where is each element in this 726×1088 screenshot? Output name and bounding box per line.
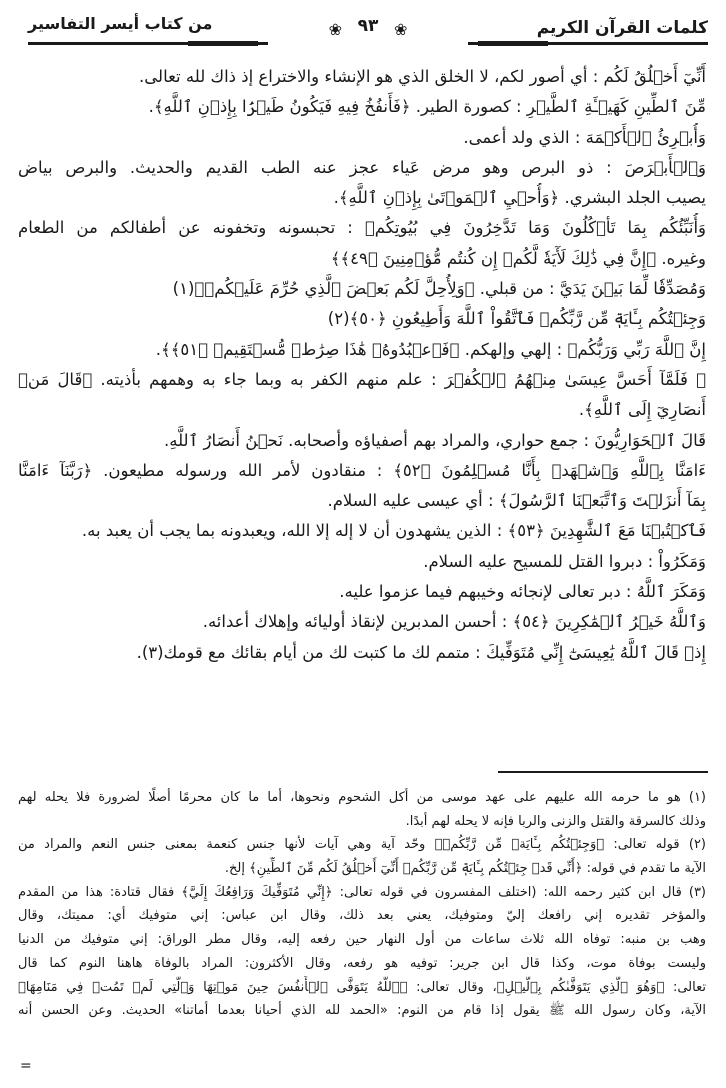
text-line: وَأُنَبِّئُكُم بِمَا تَأۡكُلُونَ وَمَا تَدَّخِرُونَ فِي بُيُوتِكُمۡ : تحبسونه وتخفونه عن أطفالكم من الطعام <box>18 218 706 238</box>
book-title: من كتاب أيسر التفاسير <box>28 14 213 33</box>
text-line: بِمَآ أَنزَلۡتَ وَٱتَّبَعۡنَا ٱلرَّسُولَ﴾ : أي عيسى عليه السلام. <box>327 491 706 511</box>
text-line: وَمُصَدِّقٗا لِّمَا بَيۡنَ يَدَيَّ : من قبلي. ﴿وَلِأُحِلَّ لَكُم بَعۡضَ ٱلَّذِي حُرِّمَ عَلَيۡكُمۡ﴾(١) <box>172 279 706 299</box>
footnote-line: الآية ما تقدم في قوله: ﴿أَنِّي قَدۡ جِئۡتُكُم بِـَٔايَةٖ مِّن رَّبِّكُمۡ أَنِّيٓ أَخۡلُقُ لَكُم مِّنَ ٱلطِّينِ﴾ إلخ. <box>224 861 706 877</box>
footnotes <box>18 786 706 1023</box>
main-text <box>18 62 706 668</box>
text-line: أَنِّيٓ أَخۡلُقُ لَكُم : أي أصور لكم، لا الخلق الذي هو الإنشاء والاختراع إذ ذاك لله تعالى. <box>139 67 706 86</box>
footnote-line: (٢) قوله تعالى: ﴿وَجِئۡتُكُم بِـَٔايَةٖ مِّن رَّبِّكُمۡ﴾ وحّد آية وهي آيات لأنها جنس كنعمة بمعنى جنس النعم والمراد من <box>18 837 706 853</box>
text-line: فَٱكۡتُبۡنَا مَعَ ٱلشَّٰهِدِينَ ﴿٥٣﴾ : الذين يشهدون أن لا إله إلا الله، ويعبدونه بما يجب أن يعبد به. <box>81 521 706 541</box>
footnote-line: الآية، وكان رسول الله ﷺ يقول إذا قام من النوم: «الحمد لله الذي أحيانا بعدما أماتنا» الحديث. وعن الحسن أنه <box>18 1003 706 1019</box>
text-line: وَأُبۡرِئُ ٱلۡأَكۡمَهَ : الذي ولد أعمى. <box>463 127 706 147</box>
footnote-line: وليست بوفاة موت، وكذا قال ابن جرير: توفيه هو رفعه، وقال الأكثرون: المراد بالوفاة هاهنا النوم كما قال <box>18 955 706 971</box>
footnote-line: وذلك كالسرقة والقتل والزنى والربا فإنه لا يحله لهم أبدًا. <box>405 813 706 829</box>
footnote-line: (١) هو ما حرمه الله عليهم على عهد موسى من أكل الشحوم ونحوها، أما ما كان محرمًا أصلًا لضرورة فلا يحله لهم <box>18 790 706 805</box>
text-line: أَنصَارِيٓ إِلَى ٱللَّهِ﴾. <box>578 400 706 420</box>
text-line: قَالَ ٱلۡحَوَارِيُّونَ : جمع حواري، والمراد بهم أصفياؤه وأصحابه. نَحۡنُ أَنصَارُ ٱللَّهِ. <box>163 430 706 450</box>
section-title: كلمات القرآن الكريم <box>536 18 708 38</box>
ornament-left: ❀ <box>328 20 342 39</box>
text-line: وَجِئۡتُكُم بِـَٔايَةٖ مِّن رَّبِّكُمۡ فَٱتَّقُواْ ٱللَّهَ وَأَطِيعُونِ ﴿٥٠﴾(٢) <box>327 309 706 329</box>
text-line: مِّنَ ٱلطِّينِ كَهَيۡـَٔةِ ٱلطَّيۡرِ : كصورة الطير. ﴿فَأَنفُخُ فِيهِ فَيَكُونُ طَيۡرَۢا بِإِذۡنِ ٱللَّهِ﴾. <box>148 97 706 117</box>
continuation-mark: = <box>20 1058 32 1074</box>
page-header <box>28 12 708 48</box>
text-line: ءَامَنَّا بِٱللَّهِ وَٱشۡهَدۡ بِأَنَّا مُسۡلِمُونَ ﴿٥٢﴾ : منقادون لأمر الله ورسوله مطيعون. ﴿رَبَّنَآ ءَامَنَّا <box>18 460 706 480</box>
text-line: وَمَكَرَ ٱللَّهُ : دبر تعالى لإنجائه وخيبهم فيما عزموا عليه. <box>339 582 706 602</box>
text-line: ۞ فَلَمَّآ أَحَسَّ عِيسَىٰ مِنۡهُمُ ٱلۡكُفۡرَ : علم منهم الكفر به وبما جاء به وهمهم بأذيته. ﴿قَالَ مَنۡ <box>18 369 706 389</box>
footnote-separator <box>498 771 708 773</box>
header-rule-accent-left <box>188 41 258 46</box>
text-line: وَٱللَّهُ خَيۡرُ ٱلۡمَٰكِرِينَ ﴿٥٤﴾ : أحسن المدبرين لإنقاذ أوليائه وإهلاك أعدائه. <box>202 612 706 632</box>
text-line: إِذۡ قَالَ ٱللَّهُ يَٰعِيسَىٰٓ إِنِّي مُتَوَفِّيكَ : متمم لك ما كتبت لك من أيام بقائك مع قومك(٣). <box>136 642 706 662</box>
ornament-right: ❀ <box>394 20 408 39</box>
footnote-line: (٣) قال ابن كثير رحمه الله: (اختلف المفسرون في قوله تعالى: ﴿إِنِّي مُتَوَفِّيكَ وَرَافِعُكَ إِلَيَّ﴾ فقال قتادة: هذا من المقدم <box>18 884 706 900</box>
page-number: ٩٣ <box>357 16 379 36</box>
text-line: وغيره. ﴿إِنَّ فِي ذَٰلِكَ لَأٓيَةٗ لَّكُمۡ إِن كُنتُم مُّؤۡمِنِينَ ﴿٤٩﴾﴾ <box>330 248 706 268</box>
header-rule-accent-right <box>478 41 548 46</box>
text-line: وَمَكَرُواْ : دبروا القتل للمسيح عليه السلام. <box>423 551 706 571</box>
footnote-line: تعالى: ﴿وَهُوَ ٱلَّذِي يَتَوَفَّىٰكُم بِٱلَّيۡلِ﴾، وقال تعالى: ﴿ٱللَّهُ يَتَوَفَّى ٱلۡأَنفُسَ حِينَ مَوۡتِهَا وَٱلَّتِي لَمۡ تَمُتۡ فِي مَنَامِهَا﴾ <box>18 979 706 995</box>
text-line: وَٱلۡأَبۡرَصَ : ذو البرص وهو مرض عَياء عجز عنه الطب القديم والحديث. والبرص بياض <box>18 157 706 177</box>
text-line: يصيب الجلد البشري. ﴿وَأُحۡيِ ٱلۡمَوۡتَىٰ بِإِذۡنِ ٱللَّهِ﴾. <box>333 188 706 208</box>
footnote-line: وهب بن منبه: توفاه الله ثلاث ساعات من أول النهار حين رفعه إليه، وقال مطر الوراق: إني متوفيك من الدنيا <box>18 932 706 948</box>
footnote-line: والمؤخر تقديره إني رافعك إليّ ومتوفيك، يعني بعد ذلك، وقال ابن عباس: إني متوفيك أي: مميتك، وقال <box>18 908 706 924</box>
text-line: إِنَّ ٱللَّهَ رَبِّي وَرَبُّكُمۡ : إلهي وإلهكم. ﴿فَٱعۡبُدُوهُۚ هَٰذَا صِرَٰطٞ مُّسۡتَقِيمٞ ﴿٥١﴾﴾. <box>155 339 706 359</box>
